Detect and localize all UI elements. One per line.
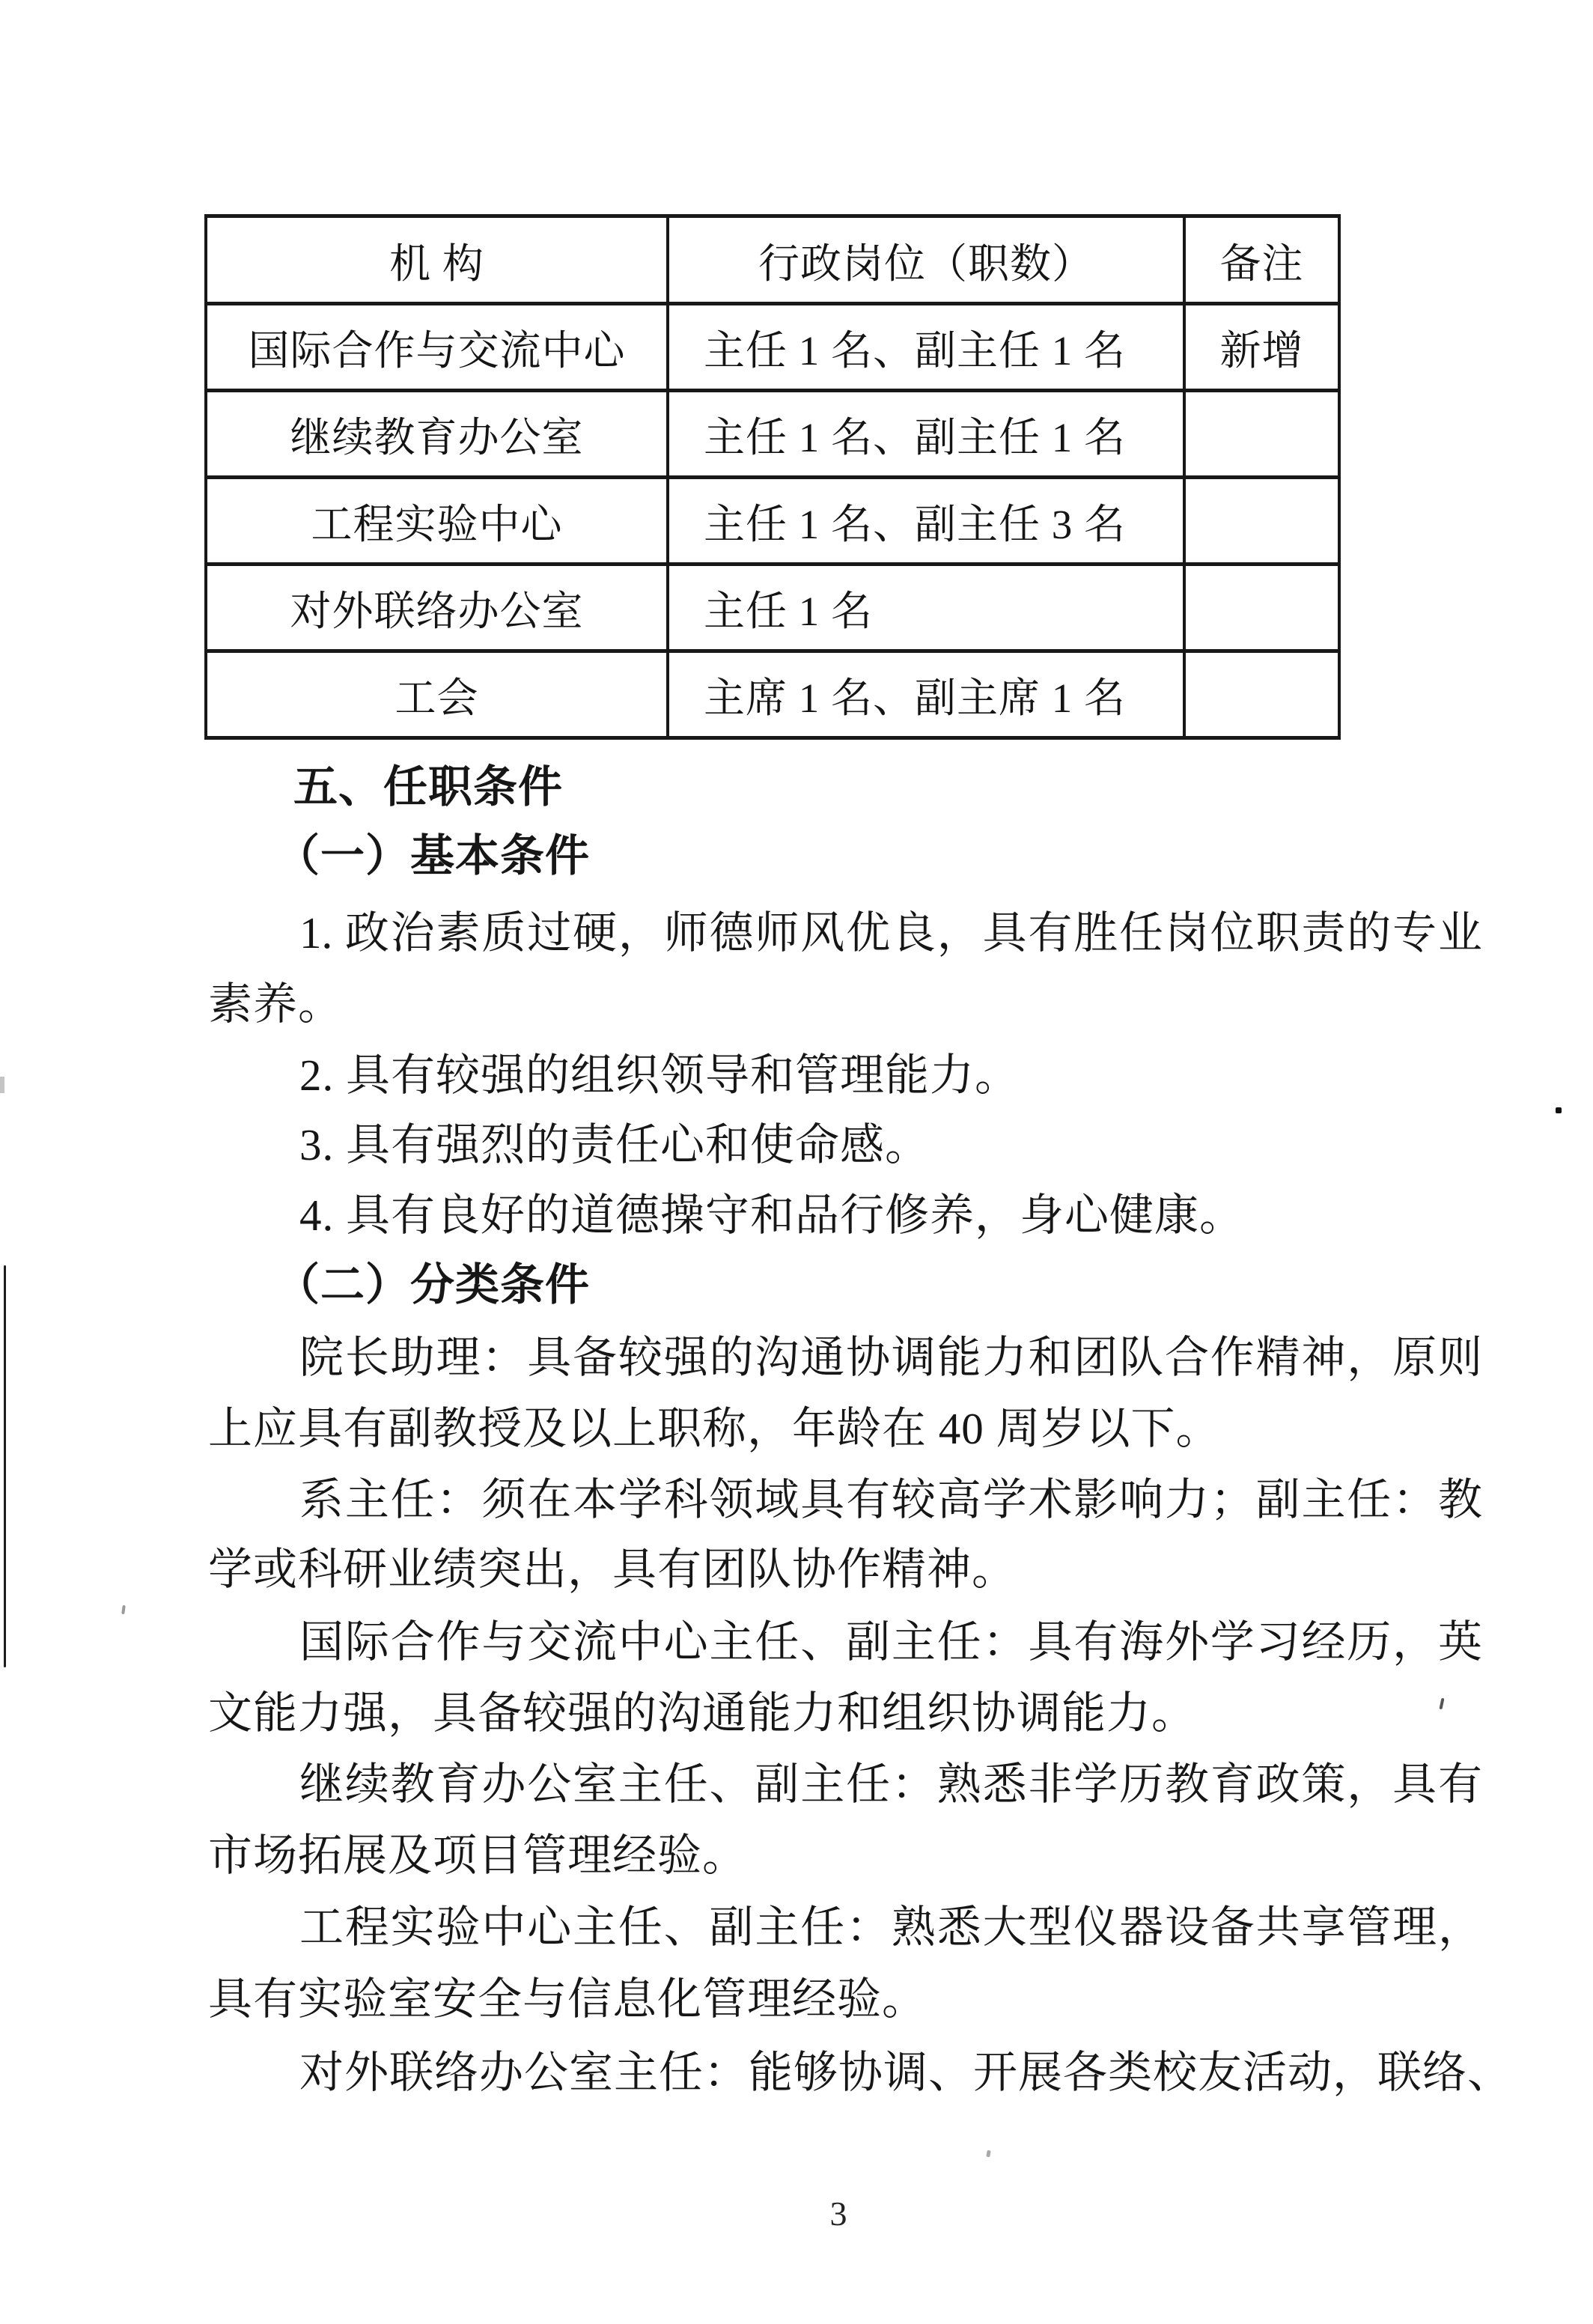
section-heading-5: 五、任职条件	[293, 762, 564, 812]
cell-org: 工程实验中心	[206, 478, 668, 565]
org-positions-table	[204, 214, 1341, 740]
header-org: 机 构	[206, 216, 668, 304]
table-row	[206, 391, 1339, 478]
cell-positions: 主任 1 名、副主任 3 名	[668, 478, 1184, 565]
cell-positions: 主任 1 名、副主任 1 名	[668, 391, 1184, 478]
header-note: 备注	[1184, 216, 1339, 304]
scan-tick-artifact	[1439, 1698, 1444, 1710]
header-positions: 行政岗位（职数）	[668, 216, 1184, 304]
body-line: 学或科研业绩突出，具有团队协作精神。	[208, 1545, 1017, 1594]
cell-note: 新增	[1184, 304, 1339, 391]
body-line: 院长助理：具备较强的沟通协调能力和团队合作精神，原则	[299, 1333, 1482, 1382]
cell-org: 继续教育办公室	[206, 391, 668, 478]
table-row	[206, 304, 1339, 391]
cell-positions: 主席 1 名、副主席 1 名	[668, 651, 1184, 738]
scan-tick-artifact	[121, 1605, 126, 1614]
body-line: 继续教育办公室主任、副主任：熟悉非学历教育政策，具有	[299, 1759, 1482, 1809]
cell-org: 国际合作与交流中心	[206, 304, 668, 391]
body-line: 3. 具有强烈的责任心和使命感。	[299, 1120, 930, 1169]
subheading-classified-conditions: （二）分类条件	[275, 1260, 591, 1309]
body-line: 1. 政治素质过硬，师德师风优良，具有胜任岗位职责的专业	[299, 908, 1482, 958]
scan-speck-artifact	[986, 2150, 990, 2158]
body-line: 对外联络办公室主任：能够协调、开展各类校友活动，联络、	[299, 2048, 1513, 2097]
cell-note	[1184, 565, 1339, 651]
body-line: 素养。	[208, 979, 344, 1029]
table-row	[206, 478, 1339, 565]
body-line: 2. 具有较强的组织领导和管理能力。	[299, 1050, 1020, 1100]
subheading-basic-conditions: （一）基本条件	[275, 831, 591, 880]
page-number: 3	[829, 2194, 847, 2233]
cell-note	[1184, 651, 1339, 738]
body-line: 国际合作与交流中心主任、副主任：具有海外学习经历，英	[299, 1617, 1482, 1667]
body-line: 4. 具有良好的道德操守和品行修养，身心健康。	[299, 1190, 1245, 1240]
cell-positions: 主任 1 名、副主任 1 名	[668, 304, 1184, 391]
body-line: 具有实验室安全与信息化管理经验。	[208, 1974, 928, 2024]
body-line: 工程实验中心主任、副主任：熟悉大型仪器设备共享管理，	[299, 1902, 1482, 1952]
cell-org: 对外联络办公室	[206, 565, 668, 651]
body-line: 市场拓展及项目管理经验。	[208, 1831, 748, 1880]
table-row	[206, 565, 1339, 651]
cell-note	[1184, 391, 1339, 478]
body-line: 文能力强，具备较强的沟通能力和组织协调能力。	[208, 1688, 1197, 1738]
table-row	[206, 651, 1339, 738]
scan-dot-artifact	[1556, 1107, 1562, 1113]
scan-edge-tick-artifact	[0, 1077, 4, 1093]
cell-note	[1184, 478, 1339, 565]
body-line: 上应具有副教授及以上职称，年龄在 40 周岁以下。	[208, 1404, 1221, 1453]
cell-positions: 主任 1 名	[668, 565, 1184, 651]
scan-edge-line-artifact	[4, 1265, 6, 1667]
cell-org: 工会	[206, 651, 668, 738]
body-line: 系主任：须在本学科领域具有较高学术影响力；副主任：教	[299, 1475, 1482, 1524]
table-header-row	[206, 216, 1339, 304]
